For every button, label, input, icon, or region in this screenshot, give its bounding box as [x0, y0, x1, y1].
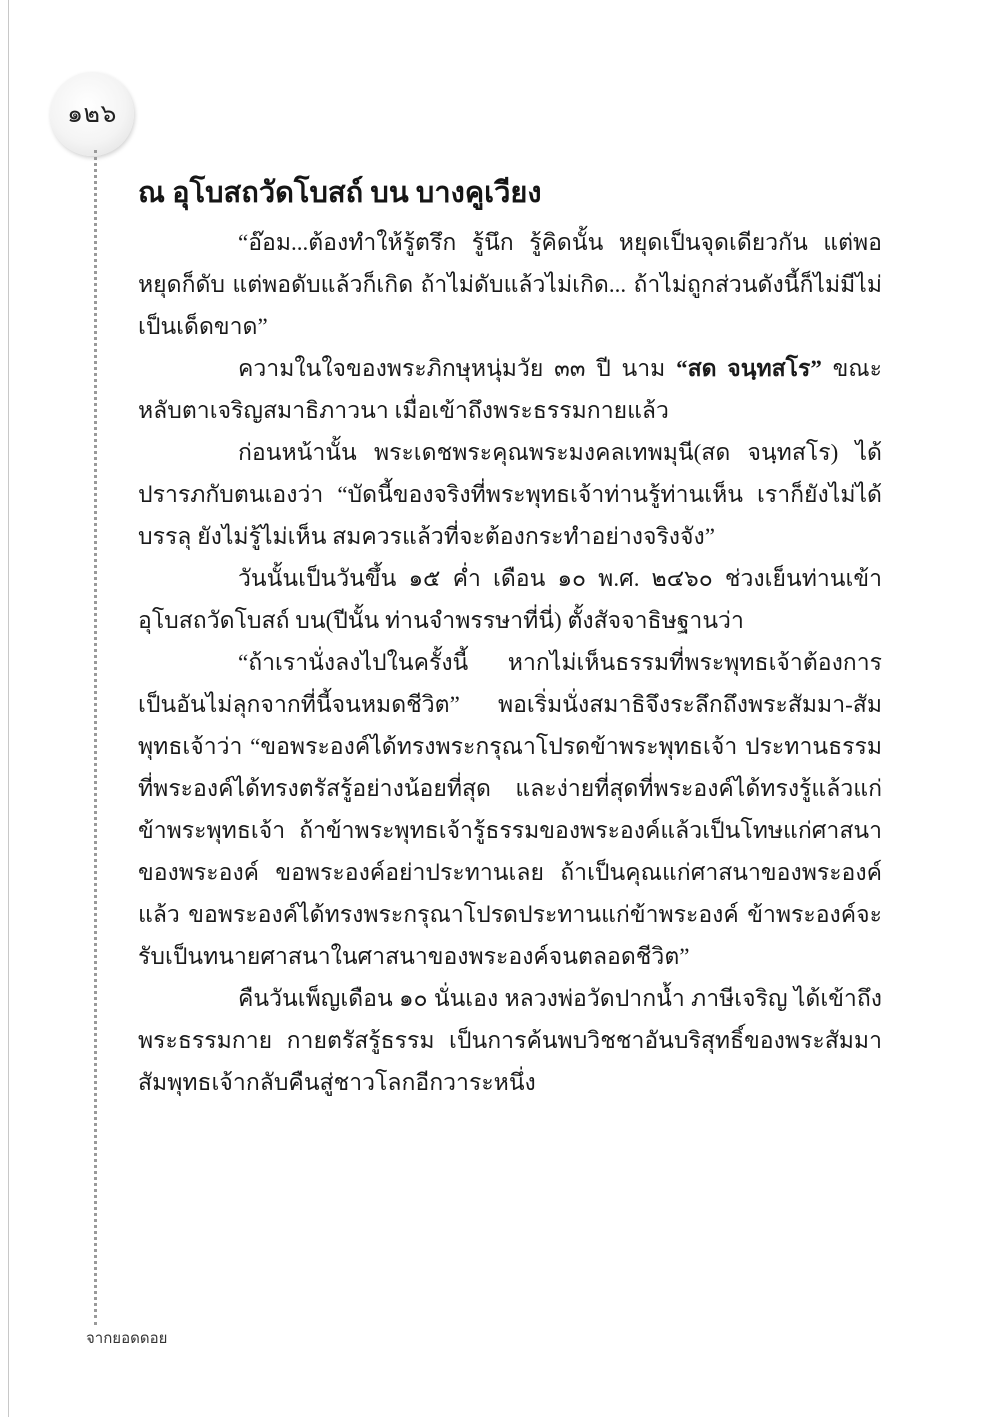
- paragraph-3: ก่อนหน้านั้น พระเดชพระคุณพระมงคลเทพมุนี(สด จนฺทสโร) ได้ปรารภกับตนเองว่า “บัดนี้ของจริงที่พระพุทธเจ้าท่านรู้ท่านเห็น เราก็ยังไม่ได้บรรลุ ยังไม่รู้ไม่เห็น สมควรแล้วที่จะต้องกระทำอย่างจริงจัง”: [138, 440, 882, 549]
- book-title-footer: จากยอดดอย: [86, 1329, 168, 1347]
- paragraph-2: [138, 348, 882, 432]
- page-edge-line: [8, 0, 9, 1417]
- page-number: ๑๒๖: [67, 99, 117, 128]
- paragraph-2-before: ความในใจของพระภิกษุหนุ่มวัย ๓๓ ปี นาม: [238, 356, 677, 381]
- paragraph-1: “อ๊อม...ต้องทำให้รู้ตรึก รู้นึก รู้คิดนั้น หยุดเป็นจุดเดียวกัน แต่พอหยุดก็ดับ แต่พอดับแล้วก็เกิด ถ้าไม่ดับแล้วไม่เกิด... ถ้าไม่ถูกส่วนดังนี้ก็ไม่มีไม่เป็นเด็ดขาด”: [138, 230, 882, 339]
- paragraph-6: คืนวันเพ็ญเดือน ๑๐ นั่นเอง หลวงพ่อวัดปากน้ำ ภาษีเจริญ ได้เข้าถึงพระธรรมกาย กายตรัสรู้ธรรม เป็นการค้นพบวิชชาอันบริสุทธิ์ของพระสัมมาสัมพุทธเจ้ากลับคืนสู่ชาวโลกอีกวาระหนึ่ง: [138, 986, 882, 1095]
- section-heading: ณ อุโบสถวัดโบสถ์ บน บางคูเวียง: [138, 177, 542, 209]
- dotted-margin-rule: [94, 150, 97, 1325]
- monk-name: “สด จนฺทสโร”: [676, 356, 822, 381]
- article-body: [138, 172, 882, 1104]
- paragraph-5: “ถ้าเรานั่งลงไปในครั้งนี้ หากไม่เห็นธรรมที่พระพุทธเจ้าต้องการเป็นอันไม่ลุกจากที่นี้จนหมดชีวิต” พอเริ่มนั่งสมาธิจึงระลึกถึงพระสัมมา-สัมพุทธเจ้าว่า “ขอพระองค์ได้ทรงพระกรุณาโปรดข้าพระพุทธเจ้า ประทานธรรมที่พระองค์ได้ทรงตรัสรู้อย่างน้อยที่สุด และง่ายที่สุดที่พระองค์ได้ทรงรู้แล้วแก่ข้าพระพุทธเจ้า ถ้าข้าพระพุทธเจ้ารู้ธรรมของพระองค์แล้วเป็นโทษแก่ศาสนาของพระองค์ ขอพระองค์อย่าประทานเลย ถ้าเป็นคุณแก่ศาสนาของพระองค์แล้ว ขอพระองค์ได้ทรงพระกรุณาโปรดประทานแก่ข้าพระองค์ ข้าพระองค์จะรับเป็นทนายศาสนาในศาสนาของพระองค์จนตลอดชีวิต”: [138, 650, 882, 969]
- paragraph-4: วันนั้นเป็นวันขึ้น ๑๕ ค่ำ เดือน ๑๐ พ.ศ. ๒๔๖๐ ช่วงเย็นท่านเข้าอุโบสถวัดโบสถ์ บน(ปีนั้น ท่านจำพรรษาที่นี่) ตั้งสัจจาธิษฐานว่า: [138, 566, 882, 633]
- page-number-badge: [50, 72, 134, 156]
- paragraph-2-after: ขณะหลับตาเจริญสมาธิภาวนา เมื่อเข้าถึงพระธรรมกายแล้ว: [138, 356, 882, 423]
